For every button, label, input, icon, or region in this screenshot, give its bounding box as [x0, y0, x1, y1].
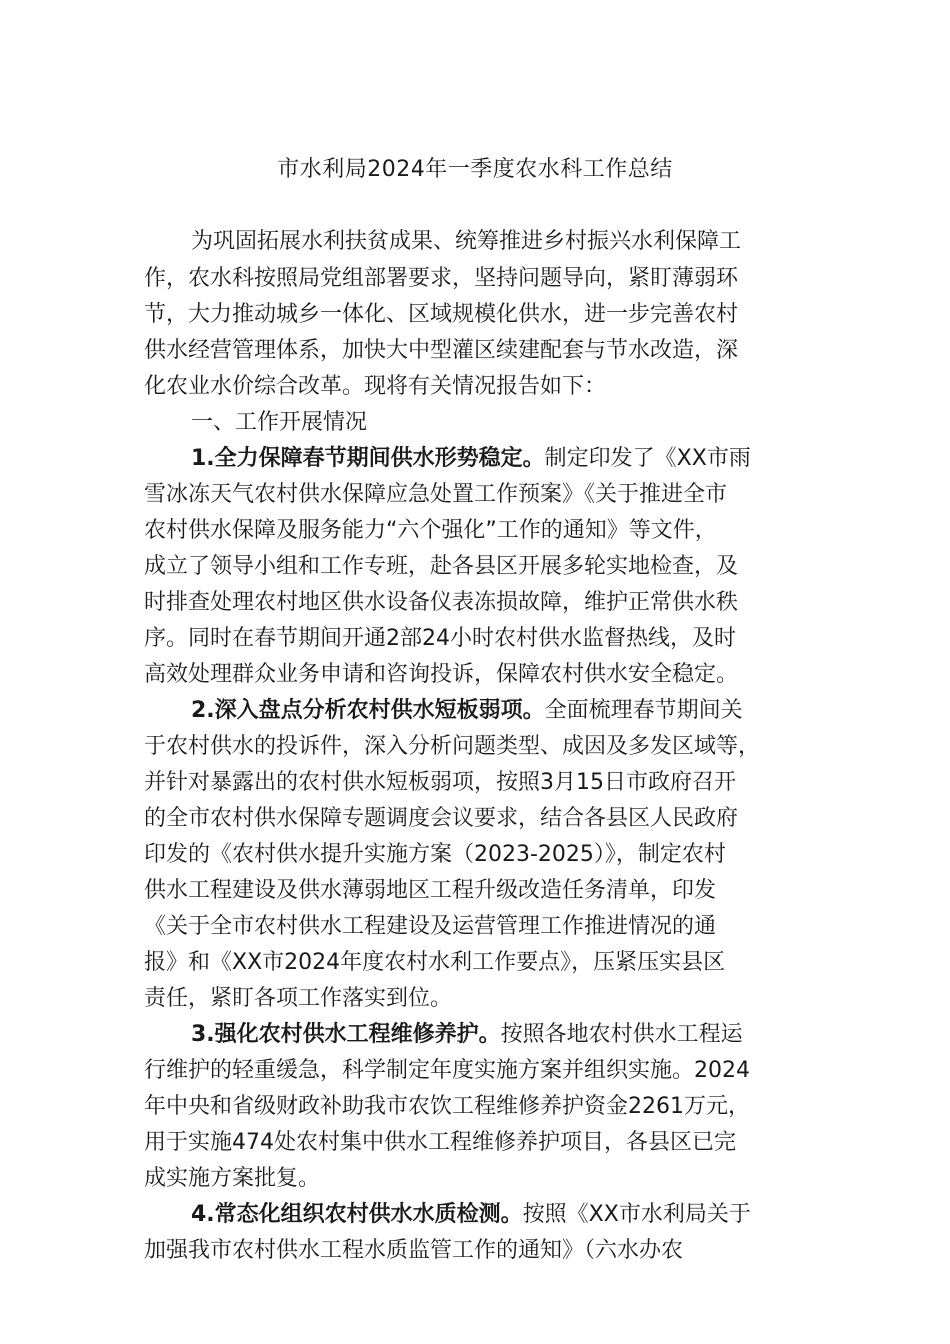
text-line: [191, 224, 741, 260]
text-line: [191, 405, 367, 441]
text-line: [144, 549, 738, 585]
text-line: [144, 729, 760, 765]
line-text: 时排查处理农村地区供水设备仪表冻损故障，维护正常供水秩: [144, 590, 739, 615]
line-text: 农村供水保障及服务能力“六个强化”工作的通知》等文件，: [144, 518, 717, 543]
text-line: [144, 513, 717, 549]
line-text: 的全市农村供水保障专题调度会议要求，结合各县区人民政府: [144, 806, 739, 831]
line-text: 于农村供水的投诉件，深入分析问题类型、成因及多发区域等，: [144, 734, 761, 759]
text-line: [144, 1233, 683, 1269]
text-line: [144, 981, 452, 1017]
line-text: 加强我市农村供水工程水质监管工作的通知》（六水办农: [144, 1238, 684, 1263]
text-line: [191, 1017, 743, 1053]
line-text: 全面梳理春节期间关: [544, 698, 743, 723]
text-line: [144, 1125, 736, 1161]
text-line: [144, 945, 725, 981]
text-line: [144, 369, 606, 405]
text-line: [144, 801, 738, 837]
line-text: 责任，紧盯各项工作落实到位。: [144, 986, 453, 1011]
line-text: 成立了领导小组和工作专班，赴各县区开展多轮实地检查，及: [144, 554, 739, 579]
line-text: 按照各地农村供水工程运: [500, 1022, 743, 1047]
text-line: [144, 1089, 750, 1125]
text-line: [144, 477, 727, 513]
line-text: 作，农水科按照局党组部署要求，坚持问题导向，紧盯薄弱环: [144, 266, 739, 291]
line-text: 按照《XX市水利局关于: [522, 1202, 751, 1227]
text-line: [191, 441, 751, 477]
line-text: 为巩固拓展水利扶贫成果、统筹推进乡村振兴水利保障工: [191, 229, 742, 254]
line-text: 节，大力推动城乡一体化、区域规模化供水，进一步完善农村: [144, 302, 739, 327]
text-line: [191, 1197, 751, 1233]
line-text: 成实施方案批复。: [144, 1166, 321, 1191]
text-line: [144, 1161, 320, 1197]
section-heading: 1.全力保障春节期间供水形势稳定。: [191, 446, 545, 471]
line-text: 行维护的轻重缓急，科学制定年度实施方案并组织实施。2024: [144, 1058, 750, 1083]
line-text: 序。同时在春节期间开通2部24小时农村供水监督热线，及时: [144, 626, 736, 651]
line-text: 供水工程建设及供水薄弱地区工程升级改造任务清单，印发: [144, 878, 717, 903]
text-line: [144, 909, 716, 945]
line-text: 制定印发了《XX市雨: [544, 446, 751, 471]
line-text: 化农业水价综合改革。现将有关情况报告如下：: [144, 374, 607, 399]
section-heading: 4.常态化组织农村供水水质检测。: [191, 1202, 523, 1227]
line-text: 并针对暴露出的农村供水短板弱项，按照3月15日市政府召开: [144, 770, 736, 795]
section-heading: 2.深入盘点分析农村供水短板弱项。: [191, 698, 545, 723]
text-line: [144, 621, 736, 657]
document-title: 市水利局2024年一季度农水科工作总结: [277, 157, 673, 182]
text-line: [191, 693, 743, 729]
line-text: 用于实施474处农村集中供水工程维修养护项目，各县区已完: [144, 1130, 736, 1155]
text-line: [144, 297, 738, 333]
text-line: [144, 765, 736, 801]
text-line: [144, 1053, 750, 1089]
line-text: 《关于全市农村供水工程建设及运营管理工作推进情况的通: [144, 914, 717, 939]
line-text: 供水经营管理体系，加快大中型灌区续建配套与节水改造，深: [144, 338, 739, 363]
text-line: [144, 261, 738, 297]
text-line: [144, 837, 726, 873]
line-text: 报》和《XX市2024年度农村水利工作要点》，压紧压实县区: [144, 950, 726, 975]
text-line: [144, 333, 738, 369]
line-text: 高效处理群众业务申请和咨询投诉，保障农村供水安全稳定。: [144, 662, 739, 687]
text-line: [144, 873, 716, 909]
line-text: 雪冰冻天气农村供水保障应急处置工作预案》《关于推进全市: [144, 482, 728, 507]
line-text: 一、工作开展情况: [191, 410, 368, 435]
line-text: 年中央和省级财政补助我市农饮工程维修养护资金2261万元，: [144, 1094, 750, 1119]
line-text: 印发的《农村供水提升实施方案（2023-2025）》，制定农村: [144, 842, 726, 867]
text-line: [144, 585, 738, 621]
section-heading: 3.强化农村供水工程维修养护。: [191, 1022, 501, 1047]
text-line: [144, 657, 738, 693]
